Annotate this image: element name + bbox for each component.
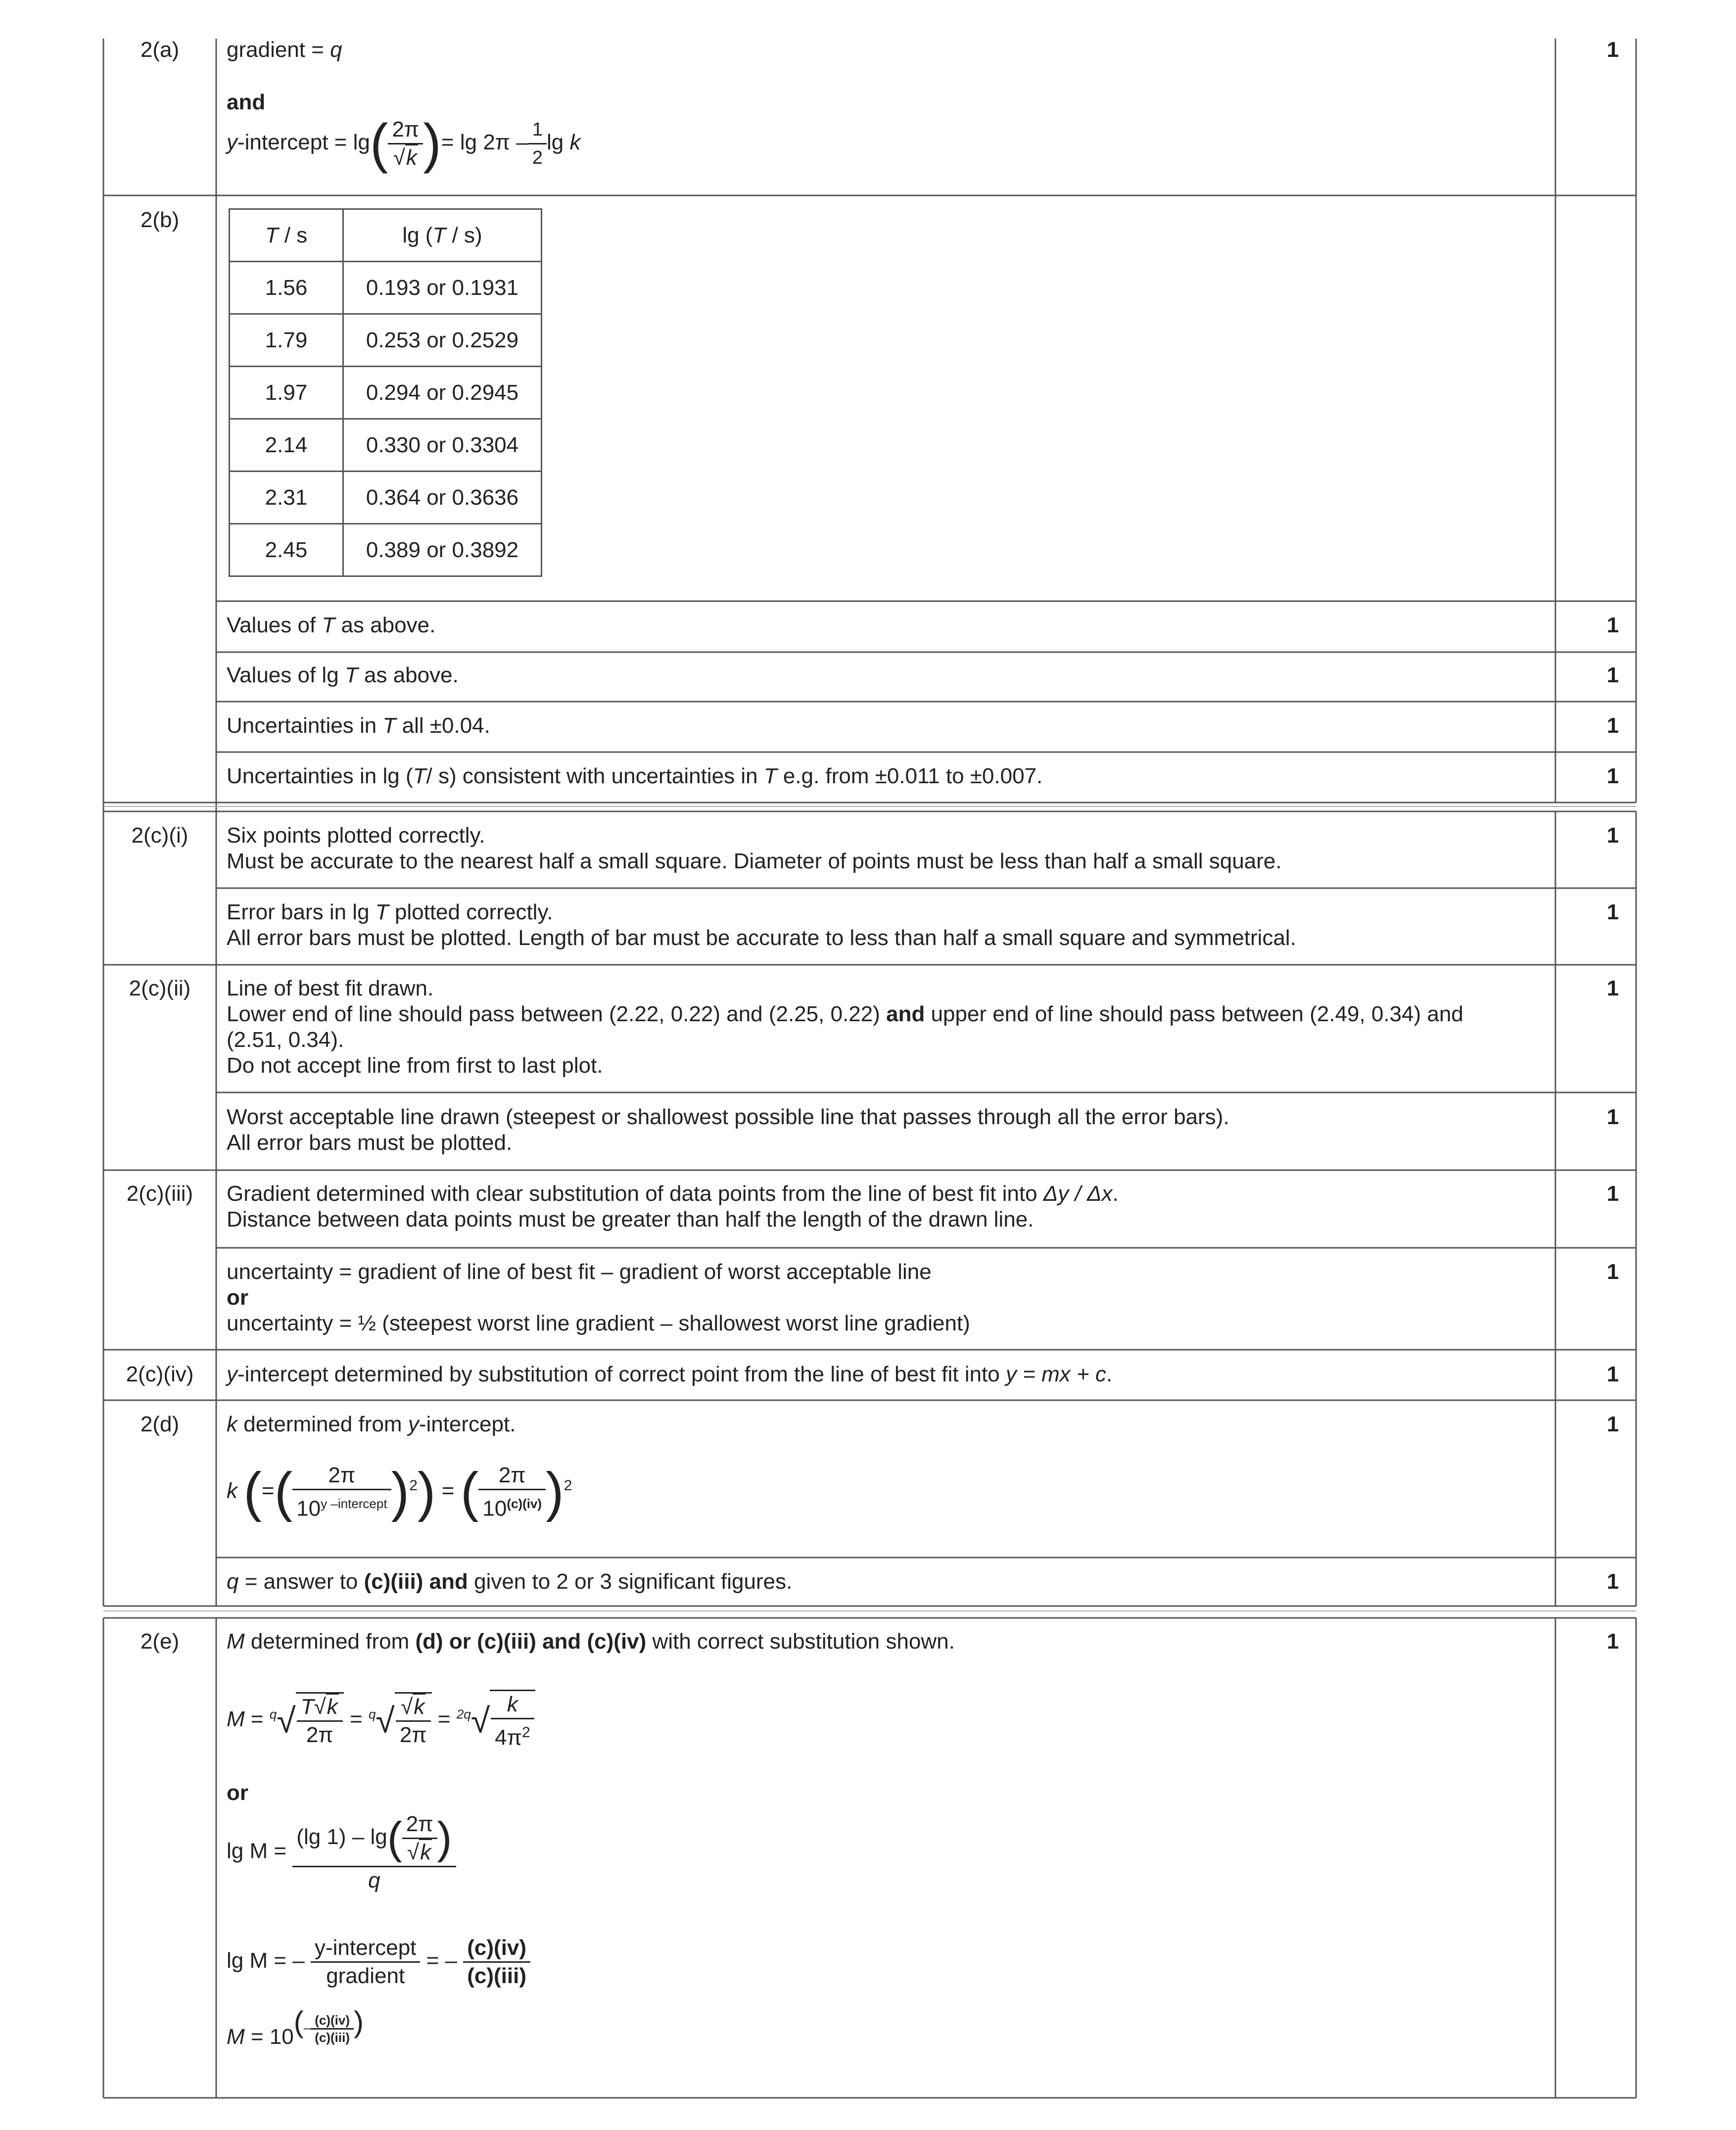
ciii-point2-line3: uncertainty = ½ (steepest worst line gradient – shallowest worst line gradient)	[227, 1311, 970, 1335]
mark-2d-1: 1	[1606, 1412, 1619, 1436]
open-paren-icon: (	[370, 113, 388, 174]
mark-2b-3: 1	[1606, 713, 1619, 738]
gradient-label: gradient =	[227, 38, 330, 62]
cii-point2-line2: All error bars must be plotted.	[227, 1131, 513, 1155]
table-cell: 0.253 or 0.2529	[343, 314, 542, 367]
question-number-2ci: 2(c)(i)	[131, 823, 188, 848]
close-paren-icon: )	[546, 1461, 564, 1522]
m-root-formula: M = $^q$√ $\frac{T√k}{2\pi}$ = $^q$√ $\frac{√k}{2\pi}$ = $^{2q}$√ $\frac{k}{4\pi^2}$	[227, 1690, 535, 1751]
table-row	[230, 314, 542, 367]
e-or-label: or	[227, 1781, 248, 1805]
k-formula: k (=( $\frac{2\pi}{10^{y -intercept}}$ )$^2$) = ( $\frac{2\pi}{10^{(c)(iv)}}$ )$^2$	[227, 1461, 572, 1522]
and-label: and	[227, 90, 266, 114]
e-statement: M determined from (d) or (c)(iii) and (c)(iv) with correct substitution shown.	[227, 1629, 955, 1654]
mark-2d-2: 1	[1606, 1569, 1619, 1594]
table-header-lg-t: lg (T / s)	[343, 209, 542, 262]
open-paren-icon: (	[274, 1461, 293, 1522]
cii-point1-line3: (2.51, 0.34).	[227, 1028, 344, 1052]
civ-over-ciii: $\frac{(c)(iv)}{\text{(c)(iii)}}$	[463, 1935, 530, 1989]
mark-2b-4: 1	[1606, 764, 1619, 788]
point-values-t: Values of T as above.	[227, 613, 436, 637]
table-cell: 1.56	[230, 262, 343, 314]
lg-m-formula-2: lg M = – $\frac{\text{y-intercept}}{\text{gradient}}$ = – $\frac{(c)(iv)}{\text{(c)(iii)}}$	[227, 1935, 530, 1989]
fraction-2pi-10-yint: $\frac{2\pi}{10^{y -intercept}}$	[292, 1462, 391, 1522]
mark-2ci-1: 1	[1606, 823, 1619, 848]
question-number-2ciii: 2(c)(iii)	[126, 1182, 193, 1206]
point-values-lg-t: Values of lg T as above.	[227, 663, 459, 687]
mark-2cii-2: 1	[1606, 1105, 1619, 1129]
fraction-2pi-root-k	[388, 116, 423, 171]
point-uncertainty-t: Uncertainties in T all ±0.04.	[227, 713, 490, 738]
table-cell: 0.193 or 0.1931	[343, 262, 542, 314]
question-number-2cii: 2(c)(ii)	[129, 976, 191, 1000]
lg-label: lg	[353, 130, 370, 155]
table-row	[230, 419, 542, 472]
d-statement: k determined from y-intercept.	[227, 1412, 516, 1436]
table-cell: 2.45	[230, 524, 343, 576]
d-q-statement: q = answer to (c)(iii) and given to 2 or 3 significant figures.	[227, 1569, 793, 1594]
root-fraction-3: $\frac{k}{4\pi^2}$	[490, 1690, 535, 1751]
period-table	[229, 208, 542, 577]
m-power-formula: M = 10(– $\frac{(c)(iv)}{\text{(c)(iii)}}$ )	[227, 2005, 364, 2049]
half-den: 2	[532, 147, 543, 168]
table-row	[230, 472, 542, 524]
yint-over-gradient: $\frac{\text{y-intercept}}{\text{gradient}}$	[311, 1935, 420, 1989]
ci-point2-line2: All error bars must be plotted. Length of bar must be accurate to less than half a small square and symmetrical.	[227, 926, 1296, 950]
cii-point1-line4: Do not accept line from first to last plot.	[227, 1053, 603, 1078]
ciii-point1-line2: Distance between data points must be greater than half the length of the drawn line.	[227, 1207, 1034, 1231]
table-cell: 2.31	[230, 472, 343, 524]
y-intercept-formula	[227, 113, 581, 174]
lg-k-label: lg	[546, 130, 570, 155]
ci-point1-line1: Six points plotted correctly.	[227, 823, 485, 848]
civ-statement: y-intercept determined by substitution of correct point from the line of best fit into y = mx + c.	[227, 1362, 1113, 1386]
table-row	[230, 262, 542, 314]
gradient-statement	[227, 37, 342, 63]
mark-2e: 1	[1606, 1629, 1619, 1654]
question-number-2e: 2(e)	[140, 1629, 180, 1654]
cii-point1-line1: Line of best fit drawn.	[227, 976, 434, 1000]
table-header-t: T / s	[230, 209, 343, 262]
k-var: k	[227, 1478, 237, 1503]
eq-lg-2pi: = lg 2π –	[441, 130, 528, 155]
question-number-2a: 2(a)	[140, 38, 180, 62]
denominator-root-k: √k	[388, 144, 423, 171]
ciii-point2-or: or	[227, 1285, 248, 1310]
table-row	[230, 524, 542, 576]
mark-2b-2: 1	[1606, 663, 1619, 687]
y-var: y	[227, 130, 237, 155]
question-number-2d: 2(d)	[140, 1412, 180, 1436]
mark-2b-1: 1	[1606, 613, 1619, 637]
fraction-half	[528, 116, 547, 171]
mark-2a: 1	[1606, 38, 1619, 62]
table-cell: 0.389 or 0.3892	[343, 524, 542, 576]
ci-point1-line2: Must be accurate to the nearest half a small square. Diameter of points must be less than half a small square.	[227, 849, 1282, 873]
question-number-2b: 2(b)	[140, 208, 180, 232]
table-cell: 0.364 or 0.3636	[343, 472, 542, 524]
table-cell: 2.14	[230, 419, 343, 472]
gradient-var: q	[330, 38, 342, 62]
lg-m-fraction: (lg 1) – lg( $\frac{2\pi}{√k}$ ) q	[292, 1811, 456, 1894]
close-paren-icon: )	[423, 113, 441, 174]
y-intercept-label: -intercept =	[237, 130, 353, 155]
mark-2ciii-1: 1	[1606, 1182, 1619, 1206]
mark-2civ: 1	[1606, 1362, 1619, 1386]
question-number-2civ: 2(c)(iv)	[126, 1362, 194, 1386]
open-paren-icon: (	[460, 1461, 479, 1522]
root-fraction-1: $\frac{T√k}{2\pi}$	[296, 1692, 344, 1749]
open-paren-icon: (	[243, 1461, 262, 1522]
table-cell: 0.294 or 0.2945	[343, 367, 542, 419]
mark-2ci-2: 1	[1606, 900, 1619, 924]
numerator-2pi: 2π	[388, 116, 423, 144]
root-fraction-2: $\frac{√k}{2\pi}$	[395, 1692, 432, 1749]
close-paren-icon: )	[417, 1461, 436, 1522]
ci-point2-line1: Error bars in lg T plotted correctly.	[227, 900, 553, 924]
cii-point2-line1: Worst acceptable line drawn (steepest or shallowest possible line that passes through all the error bars).	[227, 1105, 1229, 1129]
cii-point1-line2: Lower end of line should pass between (2.22, 0.22) and (2.25, 0.22) and upper end of line should pass between (2.49, 0.34) and	[227, 1002, 1463, 1026]
ciii-point2-line1: uncertainty = gradient of line of best fit – gradient of worst acceptable line	[227, 1260, 932, 1284]
table-cell: 0.330 or 0.3304	[343, 419, 542, 472]
half-num: 1	[528, 116, 547, 144]
ciii-point1-line1: Gradient determined with clear substitution of data points from the line of best fit into Δy / Δx.	[227, 1182, 1119, 1206]
fraction-2pi-10-civ: $\frac{2\pi}{10^{(c)(iv)}}$	[478, 1462, 546, 1522]
k-var: k	[569, 130, 581, 155]
table-row	[230, 367, 542, 419]
table-header-row	[230, 209, 542, 262]
k-under-root: k	[405, 144, 418, 170]
table-cell: 1.79	[230, 314, 343, 367]
point-uncertainty-lg-t: Uncertainties in lg (T/ s) consistent with uncertainties in T e.g. from ±0.011 to ±0.007.	[227, 764, 1043, 788]
close-paren-icon: )	[391, 1461, 410, 1522]
lg-m-formula-1: lg M = (lg 1) – lg( $\frac{2\pi}{√k}$ ) q	[227, 1811, 456, 1894]
mark-2cii-1: 1	[1606, 976, 1619, 1000]
table-cell: 1.97	[230, 367, 343, 419]
mark-2ciii-2: 1	[1606, 1260, 1619, 1284]
